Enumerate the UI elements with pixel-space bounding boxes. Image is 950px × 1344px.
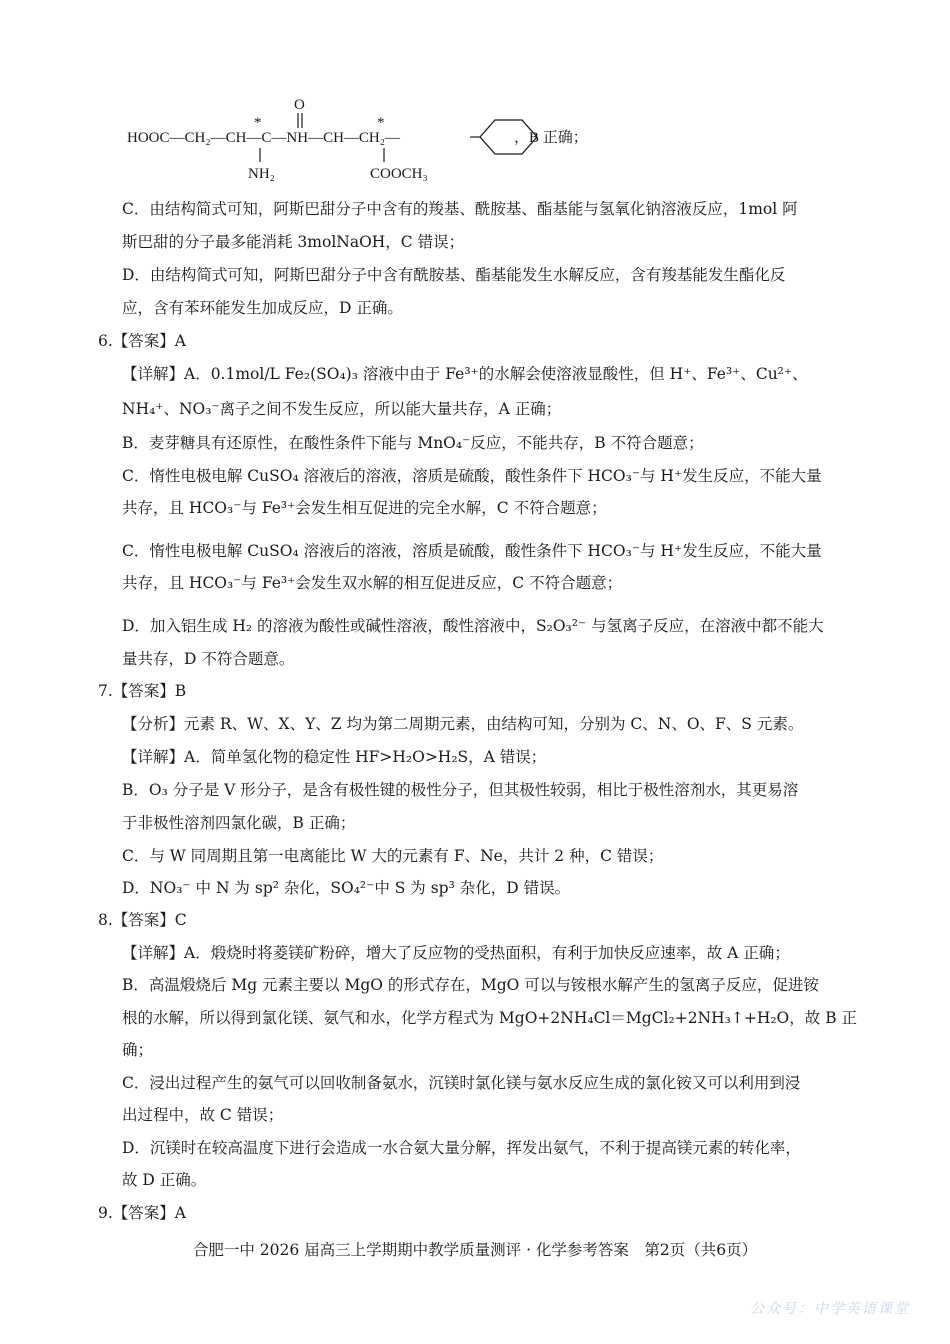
text-line: B．O₃ 分子是 V 形分子，是含有极性键的极性分子，但其极性较弱，相比于极性溶剂水，其更易溶 <box>122 781 799 799</box>
text-line: C．浸出过程产生的氨气可以回收制备氨水，沉镁时氯化镁与氨水反应生成的氯化铵又可以利用到浸 <box>122 1074 801 1092</box>
watermark: 公众号：中学英语课堂 <box>750 1301 910 1317</box>
text-line: B．麦芽糖具有还原性，在酸性条件下能与 MnO₄⁻反应，不能共存，B 不符合题意； <box>122 434 704 452</box>
text-line: C．由结构简式可知，阿斯巴甜分子中含有的羧基、酰胺基、酯基能与氢氧化钠溶液反应，1mol 阿 <box>122 200 798 218</box>
text-line: 根的水解，所以得到氯化镁、氨气和水，化学方程式为 MgO+2NH₄Cl＝MgCl₂+2NH₃↑+H₂O，故 B 正 <box>122 1009 858 1027</box>
text-line: C．惰性电极电解 CuSO₄ 溶液后的溶液，溶质是硫酸，酸性条件下 HCO₃⁻与 H⁺发生反应，不能大量 <box>122 542 822 560</box>
text-line: 确； <box>122 1041 154 1059</box>
amino-group: NH₂ <box>248 166 275 182</box>
text-line: C．与 W 同周期且第一电离能比 W 大的元素有 F、Ne，共计 2 种，C 错误； <box>122 847 664 865</box>
text-line: 【详解】A．简单氢化物的稳定性 HF>H₂O>H₂S，A 错误； <box>122 748 547 766</box>
text-line: 共存，且 HCO₃⁻与 Fe³⁺会发生相互促进的完全水解，C 不符合题意； <box>122 499 607 517</box>
structure-main-chain: HOOC—CH₂—CH—C—NH—CH—CH₂— <box>127 130 400 146</box>
text-line: 应，含有苯环能发生加成反应，D 正确。 <box>122 299 403 317</box>
answer-heading: 8.【答案】C <box>98 911 187 929</box>
aspartame-structure <box>120 90 640 190</box>
text-line: D．NO₃⁻ 中 N 为 sp² 杂化，SO₄²⁻中 S 为 sp³ 杂化，D 错误。 <box>122 879 571 897</box>
page-footer: 合肥一中 2026 届高三上学期期中教学质量测评 · 化学参考答案 第2页（共6页） <box>192 1241 758 1259</box>
structure-diagram <box>120 90 640 190</box>
text-line: 斯巴甜的分子最多能消耗 3molNaOH，C 错误； <box>122 233 465 251</box>
text-line: 【分析】元素 R、W、X、Y、Z 均为第二周期元素，由结构可知，分别为 C、N、O、F、S 元素。 <box>122 715 804 733</box>
text-line: NH₄⁺、NO₃⁻离子之间不发生反应，所以能大量共存，A 正确； <box>122 400 562 418</box>
ester-group: COOCH₃ <box>370 166 428 182</box>
text-line: 于非极性溶剂四氯化碳，B 正确； <box>122 814 356 832</box>
text-line: 【详解】A．煅烧时将菱镁矿粉碎，增大了反应物的受热面积，有利于加快反应速率，故 A 正确； <box>122 944 790 962</box>
text-line: D．由结构简式可知，阿斯巴甜分子中含有酰胺基、酯基能发生水解反应，含有羧基能发生酯化反 <box>122 266 786 284</box>
text-line: 【详解】A．0.1mol/L Fe₂(SO₄)₃ 溶液中由于 Fe³⁺的水解会使溶液显酸性，但 H⁺、Fe³⁺、Cu²⁺、 <box>122 365 808 383</box>
text-line: 出过程中，故 C 错误； <box>122 1106 284 1124</box>
answer-heading: 7.【答案】B <box>98 682 187 700</box>
text-line: 共存，且 HCO₃⁻与 Fe³⁺会发生双水解的相互促进反应，C 不符合题意； <box>122 574 623 592</box>
text-line: 故 D 正确。 <box>122 1171 207 1189</box>
text-line: D．沉镁时在较高温度下进行会造成一水合氨大量分解，挥发出氨气，不利于提高镁元素的转化率， <box>122 1139 801 1157</box>
text-line: D．加入铝生成 H₂ 的溶液为酸性或碱性溶液，酸性溶液中，S₂O₃²⁻ 与氢离子反应，在溶液中都不能大 <box>122 617 824 635</box>
text-line: 量共存，D 不符合题意。 <box>122 650 295 668</box>
answer-heading: 9.【答案】A <box>98 1204 186 1222</box>
text-line: B．高温煅烧后 Mg 元素主要以 MgO 的形式存在，MgO 可以与铵根水解产生的氢离子反应，促进铵 <box>122 976 819 994</box>
carbonyl-oxygen: O <box>294 97 305 113</box>
structure-suffix: ，B 正确； <box>514 130 588 146</box>
chiral-star-1: * <box>254 115 262 131</box>
chiral-star-2: * <box>377 115 385 131</box>
answer-heading: 6.【答案】A <box>98 332 186 350</box>
text-line: C．惰性电极电解 CuSO₄ 溶液后的溶液，溶质是硫酸，酸性条件下 HCO₃⁻与 H⁺发生反应，不能大量 <box>122 467 822 485</box>
